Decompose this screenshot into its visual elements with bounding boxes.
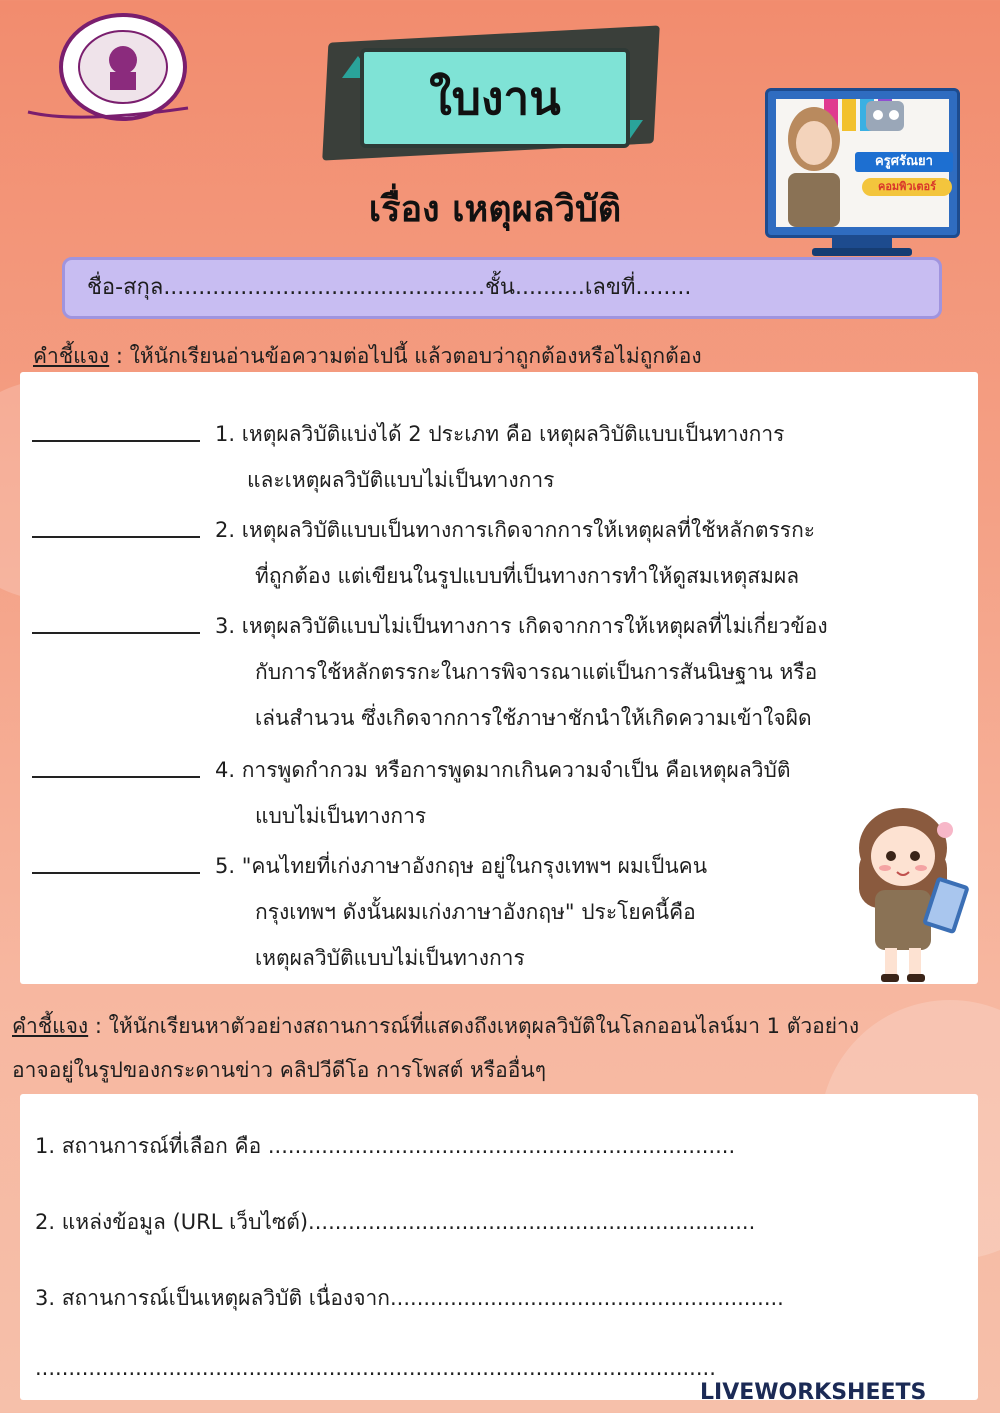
question-text: 2. เหตุผลวิบัติแบบเป็นทางการเกิดจากการให้เหตุผลที่ใช้หลักตรรกะ [215,518,816,542]
question-text: ที่ถูกต้อง แต่เขียนในรูปแบบที่เป็นทางการทำให้ดูสมเหตุสมผล [255,564,800,588]
question-text: เล่นสำนวน ซึ่งเกิดจากการใช้ภาษาชักนำให้เกิดความเข้าใจผิด [255,706,812,730]
instruction-text: : ให้นักเรียนอ่านข้อความต่อไปนี้ แล้วตอบว่าถูกต้องหรือไม่ถูกต้อง [109,344,702,368]
answer-line-source[interactable]: 2. แหล่งข้อมูล (URL เว็บไซต์)................................................................... [35,1210,756,1234]
instruction-1 [33,340,702,373]
answer-blank[interactable] [32,536,200,538]
question-text: และเหตุผลวิบัติแบบไม่เป็นทางการ [247,468,555,492]
instruction-text: : ให้นักเรียนหาตัวอย่างสถานการณ์ที่แสดงถึงเหตุผลวิบัติในโลกออนไลน์มา 1 ตัวอย่าง [88,1014,860,1038]
question-text: 5. "คนไทยที่เก่งภาษาอังกฤษ อยู่ในกรุงเทพฯ ผมเป็นคน [215,854,708,878]
question-text: 4. การพูดกำกวม หรือการพูดมากเกินความจำเป็น คือเหตุผลวิบัติ [215,758,791,782]
question-text: 3. เหตุผลวิบัติแบบไม่เป็นทางการ เกิดจากการให้เหตุผลที่ไม่เกี่ยวข้อง [215,614,828,638]
teacher-name: ครูศรัณยา [855,152,953,172]
answer-blank[interactable] [32,632,200,634]
title-box [360,48,630,148]
question-text: กับการใช้หลักตรรกะในการพิจารณาแต่เป็นการสันนิษฐาน หรือ [255,660,818,684]
page-title: ใบงาน [429,70,561,125]
question-text: 1. เหตุผลวิบัติแบ่งได้ 2 ประเภท คือ เหตุผลวิบัติแบบเป็นทางการ [215,422,785,446]
page-subtitle: เรื่อง เหตุผลวิบัติ [368,189,622,230]
answer-line-extra[interactable]: ...................................................................................................... [35,1356,716,1380]
liveworksheets-brand: LIVEWORKSHEETS [700,1380,927,1405]
question-text: กรุงเทพฯ ดังนั้นผมเก่งภาษาอังกฤษ" ประโยคนี้คือ [255,900,696,924]
question-text: แบบไม่เป็นทางการ [255,804,427,828]
answer-line-reason[interactable]: 3. สถานการณ์เป็นเหตุผลวิบัติ เนื่องจาก........................................................... [35,1286,784,1310]
school-seal-icon [18,12,193,127]
student-info-bar[interactable]: ชื่อ-สกุล..............................................ชั้น..........เลขที่........ [62,257,942,319]
answer-blank[interactable] [32,776,200,778]
instruction-label: คำชี้แจง [33,344,110,368]
instruction-label: คำชี้แจง [12,1014,89,1038]
answer-blank[interactable] [32,440,200,442]
answer-line-situation[interactable]: 1. สถานการณ์ที่เลือก คือ ...................................................................... [35,1134,736,1158]
answer-blank[interactable] [32,872,200,874]
liveworksheets-logo [700,1380,926,1405]
instruction-2 [12,1010,859,1043]
question-text: เหตุผลวิบัติแบบไม่เป็นทางการ [255,946,525,970]
teacher-cartoon-icon [845,808,975,988]
monitor-base [812,248,912,256]
instruction-2-line2: อาจอยู่ในรูปของกระดานข่าว คลิปวีดีโอ การโพสต์ หรืออื่นๆ [12,1058,547,1082]
teacher-subject: คอมพิวเตอร์ [862,178,952,196]
